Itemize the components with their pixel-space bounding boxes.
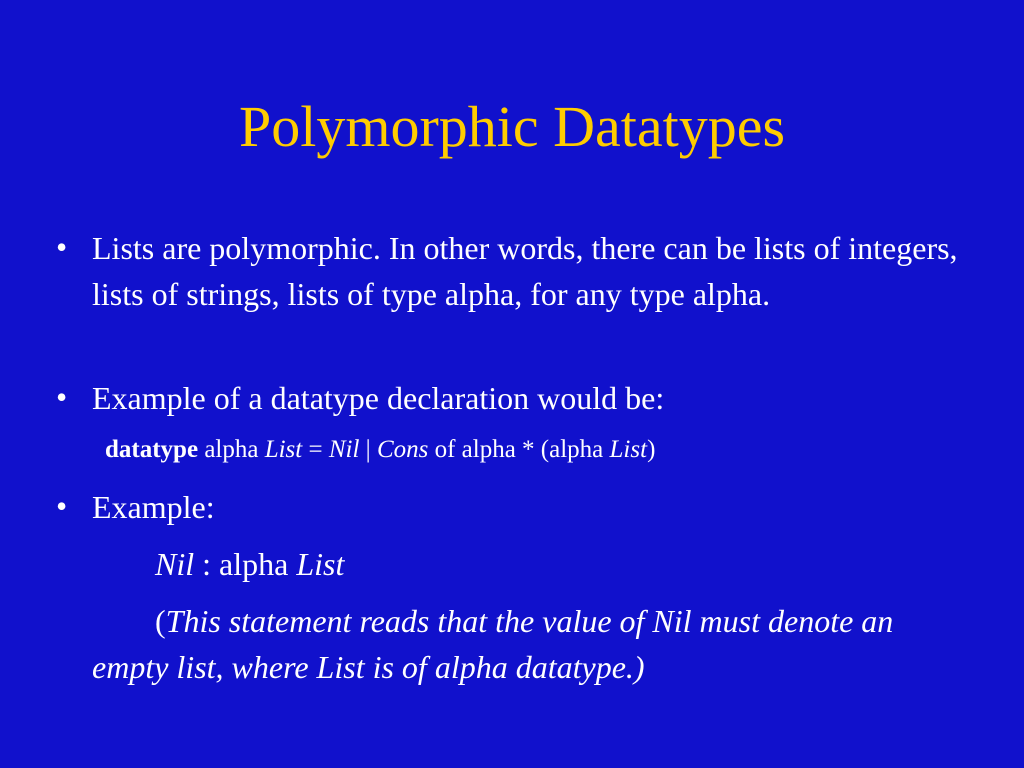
bullet-text-datatype-example: Example of a datatype declaration would be: [92, 380, 665, 416]
bullet-marker: • [56, 379, 68, 415]
note-open-paren: ( [155, 603, 166, 639]
code-list: List [264, 436, 303, 463]
code-cons: Cons [376, 436, 429, 463]
code-text: alpha [198, 436, 265, 463]
code-list: List [609, 436, 648, 463]
example-nil: Nil [155, 546, 195, 582]
note-close-paren: ) [633, 649, 645, 685]
bullet-marker: • [56, 229, 68, 265]
example-note [92, 598, 972, 690]
example-list: List [296, 546, 345, 582]
code-text: ) [647, 436, 656, 463]
slide-title: Polymorphic Datatypes [238, 94, 786, 159]
code-bar: | [359, 436, 377, 463]
code-nil: Nil [328, 436, 360, 463]
code-eq: = [302, 436, 329, 463]
bullet-marker: • [56, 488, 68, 524]
code-text: of alpha * (alpha [428, 436, 610, 463]
datatype-declaration [105, 432, 655, 468]
bullet-text-example: Example: [92, 489, 215, 525]
example-colon: : alpha [194, 546, 297, 582]
note-text: This statement reads that the value of Nil must denote an empty list, where List is of alpha datatype. [92, 603, 894, 685]
example-nil-type [155, 542, 344, 586]
bullet-text-lists-polymorphic: Lists are polymorphic. In other words, there can be lists of integers, lists of strings, lists of type alpha, for any type alpha. [92, 230, 958, 312]
keyword-datatype: datatype [105, 436, 199, 463]
